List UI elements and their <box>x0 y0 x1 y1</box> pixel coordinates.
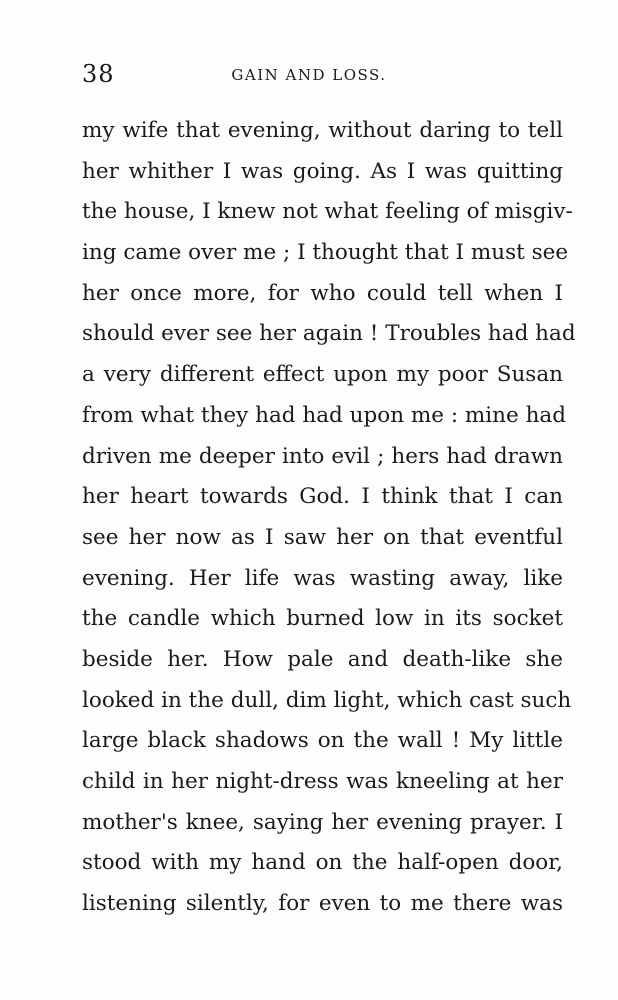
page-number: 38 <box>82 60 115 88</box>
text-line: looked in the dull, dim light, which cast such <box>82 687 572 713</box>
text-line: large black shadows on the wall ! My little <box>82 728 563 754</box>
text-line: should ever see her again ! Troubles had had <box>82 321 576 347</box>
running-title: GAIN AND LOSS. <box>231 66 387 84</box>
text-line: her whither I was going. As I was quitting <box>82 158 563 184</box>
text-line: see her now as I saw her on that eventful <box>82 524 563 550</box>
text-line: listening silently, for even to me there was <box>82 891 563 917</box>
text-line: her once more, for who could tell when I <box>82 280 563 306</box>
text-line: my wife that evening, without daring to tell <box>82 118 563 143</box>
text-line: a very different effect upon my poor Susan <box>82 362 563 388</box>
text-line: from what they had had upon me : mine had <box>82 402 567 428</box>
text-line: her heart towards God. I think that I can <box>82 484 563 510</box>
text-line: ing came over me ; I thought that I must see <box>82 240 569 266</box>
text-line: stood with my hand on the half-open door, <box>82 850 563 876</box>
text-line: driven me deeper into evil ; hers had drawn <box>82 443 563 469</box>
text-line: child in her night-dress was kneeling at her <box>82 769 563 794</box>
text-line: the candle which burned low in its socket <box>82 606 563 632</box>
text-line: mother's knee, saying her evening prayer. I <box>82 809 563 835</box>
text-line: the house, I knew not what feeling of misgiv- <box>82 199 573 225</box>
body-text <box>82 111 576 925</box>
text-line: evening. Her life was wasting away, like <box>82 565 563 591</box>
text-line: beside her. How pale and death-like she <box>82 646 563 672</box>
